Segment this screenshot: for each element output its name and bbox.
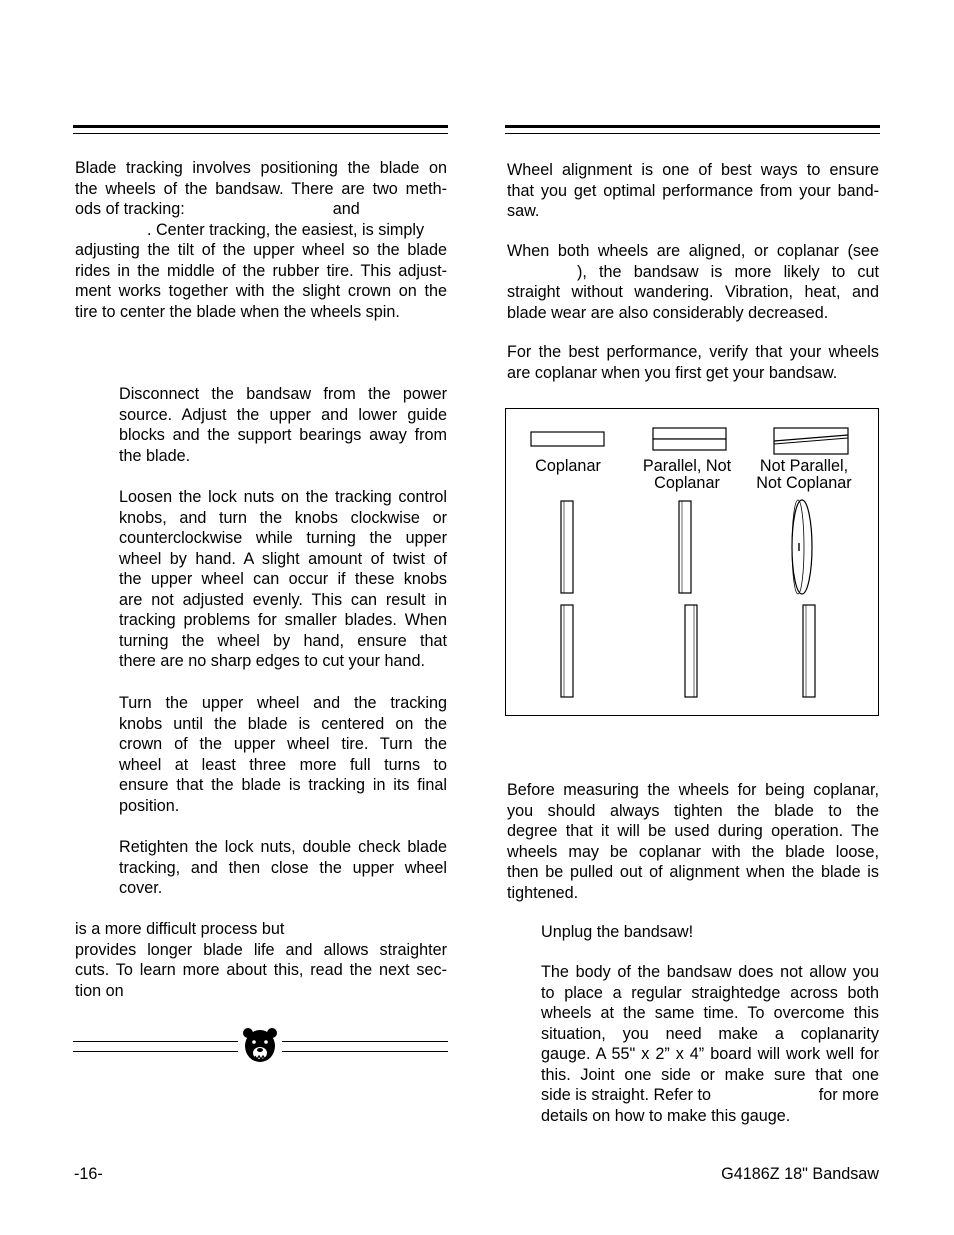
line: wheels at the same time. To overcome this — [541, 1004, 879, 1022]
line: Disconnect the bandsaw from the power — [119, 385, 447, 403]
line: position. — [119, 796, 180, 815]
line: tightened. — [507, 883, 579, 902]
line: wheels may be coplanar with the blade loose, — [507, 842, 879, 861]
line: turning the wheel by hand, ensure that — [119, 631, 447, 650]
line: tire to center the blade when the wheels spin. — [75, 302, 400, 321]
line: . Center tracking, the easiest, is simply — [147, 220, 425, 239]
tracking-step-2 — [119, 487, 447, 672]
verify-paragraph — [507, 342, 879, 383]
line: blade wear are also considerably decreased. — [507, 303, 829, 322]
page-number: -16- — [74, 1165, 103, 1183]
line: is a more difficult process but — [75, 920, 285, 938]
line: ment works together with the slight crown on the — [75, 282, 447, 300]
line: side is straight. Refer to for more — [541, 1086, 879, 1104]
line: When both wheels are aligned, or coplanar (see — [507, 242, 879, 260]
section-end-rule-left-top — [73, 1041, 238, 1042]
line: wheel at least three more full turns to — [119, 755, 447, 774]
line: are coplanar when you first get your bandsaw. — [507, 363, 838, 382]
line: tracking problems for smaller blades. When — [119, 611, 447, 629]
notparallel-label-line1: Not Parallel, — [759, 457, 849, 475]
left-section-rule-thin — [73, 133, 448, 134]
parallel-top-view-upper — [653, 428, 726, 439]
line: Unplug the bandsaw! — [541, 923, 694, 941]
parallel-lower-wheel — [685, 605, 697, 697]
line: that you get optimal performance from your band- — [507, 181, 879, 200]
line: are not adjusted evenly. This can result in — [119, 590, 447, 609]
coplanar-upper-wheel — [561, 501, 573, 593]
line: Before measuring the wheels for being coplanar, — [507, 781, 879, 799]
line: Loosen the lock nuts on the tracking control — [119, 488, 447, 506]
line: ensure that the blade is tracking in its final — [119, 776, 447, 794]
model-title: G4186Z 18" Bandsaw — [721, 1165, 879, 1183]
section-end-rule-right-top — [282, 1041, 448, 1042]
line: details on how to make this gauge. — [541, 1106, 791, 1125]
coplanar-paragraph — [507, 241, 879, 323]
line: knobs, and turn the knobs clockwise or — [119, 508, 447, 527]
line: Blade tracking involves positioning the blade on — [75, 159, 447, 177]
line: cover. — [119, 879, 163, 897]
left-section-rule — [73, 125, 448, 128]
tracking-step-3 — [119, 693, 447, 816]
coplanar-label: Coplanar — [535, 457, 601, 475]
section-end-rule-left-bottom — [73, 1051, 238, 1052]
line: source. Adjust the upper and lower guide — [119, 405, 447, 424]
notparallel-label-line2: Not Coplanar — [756, 474, 852, 492]
line: you should always tighten the blade to the — [507, 801, 879, 820]
notparallel-lower-wheel — [803, 605, 815, 697]
line: degree that it will be used during operation. The — [507, 822, 879, 840]
line: ), the bandsaw is more likely to cut — [577, 262, 879, 281]
line: gauge. A 55" x 2” x 4” board will work well for — [541, 1045, 879, 1063]
right-section-rule — [505, 125, 880, 128]
parallel-top-view-lower — [653, 439, 726, 450]
bear-logo-icon — [240, 1026, 280, 1066]
line: The body of the bandsaw does not allow you — [541, 963, 879, 981]
line: tracking, and then close the upper wheel — [119, 858, 447, 877]
line: Retighten the lock nuts, double check blade — [119, 838, 447, 856]
line: provides longer blade life and allows straighter — [75, 940, 447, 959]
alignment-step-1 — [541, 922, 879, 943]
line: blocks and the support bearings away from — [119, 426, 447, 444]
line: tion on — [75, 981, 124, 1000]
line: Turn the upper wheel and the tracking — [119, 694, 447, 712]
line: this. Joint one side or make sure that one — [541, 1065, 879, 1084]
alignment-step-2 — [541, 962, 879, 1126]
coplanar-figure — [505, 408, 879, 716]
line: to place a regular straightedge across both — [541, 983, 879, 1002]
line: saw. — [507, 202, 540, 220]
parallel-label-line1: Parallel, Not — [642, 457, 732, 475]
line: the upper wheel can occur if these knobs — [119, 570, 447, 588]
tracking-intro-paragraph — [75, 158, 447, 322]
line: straight without wandering. Vibration, heat, and — [507, 283, 879, 301]
line: cuts. To learn more about this, read the next sec- — [75, 961, 447, 979]
section-end-rule-right-bottom — [282, 1051, 448, 1052]
line: counterclockwise while turning the upper — [119, 529, 447, 547]
line: For the best performance, verify that your wheels — [507, 343, 879, 361]
parallel-upper-wheel — [679, 501, 691, 593]
right-section-rule-thin — [505, 133, 880, 134]
line: the blade. — [119, 446, 191, 465]
line: wheel by hand. A slight amount of twist of — [119, 549, 447, 568]
line: there are no sharp edges to cut your hand. — [119, 652, 425, 670]
line: adjusting the tilt of the upper wheel so the blade — [75, 241, 447, 259]
measure-paragraph — [507, 780, 879, 903]
line: situation, you need make a coplanarity — [541, 1024, 879, 1043]
line: then be pulled out of alignment when the blade is — [507, 863, 879, 881]
alignment-intro-paragraph — [507, 160, 879, 222]
parallel-label-line2: Coplanar — [654, 474, 720, 492]
line: ods of tracking: and — [75, 200, 360, 218]
line: rides in the middle of the rubber tire. This adjust- — [75, 261, 447, 280]
tracking-step-4 — [119, 837, 447, 899]
tracking-step-1 — [119, 384, 447, 466]
tracking-closing-paragraph — [75, 919, 447, 1001]
line: the wheels of the bandsaw. There are two meth- — [75, 179, 447, 198]
coplanar-diagram — [506, 409, 880, 717]
line: knobs until the blade is centered on the — [119, 714, 447, 733]
line: crown of the upper wheel tire. Turn the — [119, 735, 447, 753]
line: Wheel alignment is one of best ways to ensure — [507, 161, 879, 179]
coplanar-top-view — [531, 432, 604, 446]
coplanar-lower-wheel — [561, 605, 573, 697]
